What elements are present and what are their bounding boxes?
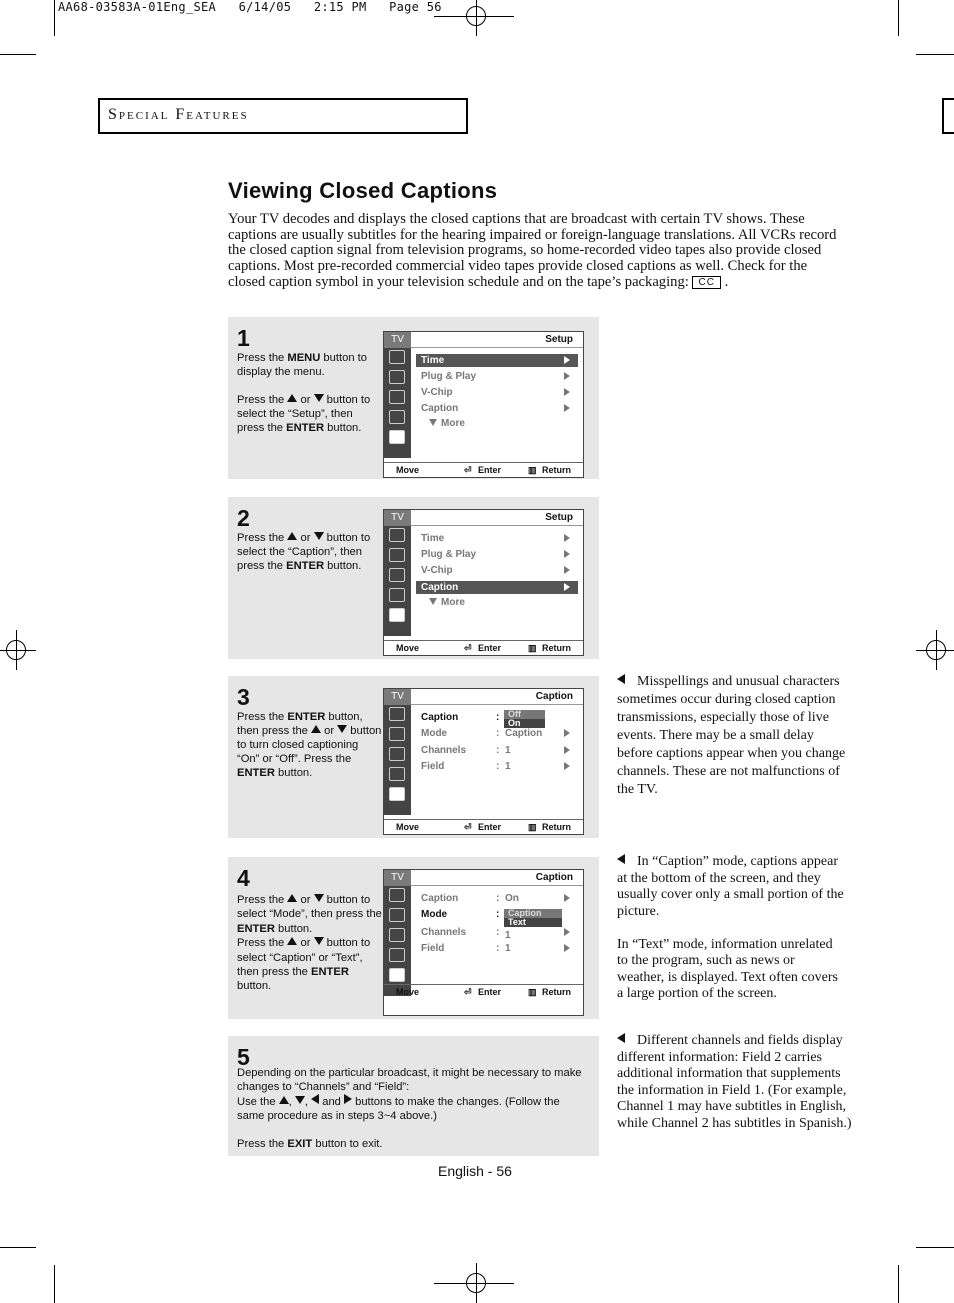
note-arrow-icon [617,854,625,864]
osd-footer: Move ⏎ Enter ▥ Return [384,819,583,835]
page-footer: English - 56 [438,1163,512,1179]
sound-icon [389,727,405,741]
step-4-panel [228,857,599,1019]
option-off: Off [504,710,545,719]
sound-icon [389,370,405,384]
osd-row-time: Time [416,354,578,367]
osd-row-plug-play: Plug & Play [416,370,578,383]
osd-row-vchip: V-Chip [416,564,578,577]
crop-mark [54,0,55,36]
osd-row-mode: Mode : Caption [416,727,578,740]
registration-mark-icon [916,630,954,670]
step-number: 4 [237,865,250,891]
step-number: 2 [237,505,250,531]
osd-row-vchip: V-Chip [416,386,578,399]
step-4-text: Press the or button to select “Mode”, then press the ENTER button. Press the or button to select “Caption” or “Text”, then press the ENTER button. [237,894,382,993]
channel-icon [389,410,405,424]
registration-mark-icon [456,1263,496,1303]
crop-mark [898,1265,899,1303]
intro-text: Your TV decodes and displays the closed captions that are broadcast with certain TV shows. These captions are usually subtitles for the hearing impaired or foreign-language translations. All VCRs record the closed caption signal from television programs, so home-recorded video tapes also provide closed captions. Most pre-recorded commercial video tapes provide closed captions as well. Check for the closed caption symbol in your television schedule and on the tape’s packaging: [228,211,837,290]
step-number: 5 [237,1044,250,1070]
note-misspellings: Misspellings and unusual characters sometimes occur during closed caption transmissions, especially those of live events. There may be a small delay before captions appear when you change channels. These are not malfunctions of the TV. [617,674,846,797]
osd-tv-label: TV [384,689,411,705]
step-2-text: Press the or button to select the “Caption”, then press the ENTER button. [237,532,371,572]
osd-title: Caption [411,689,583,705]
osd-row-channels: Channels : 1 [416,926,578,939]
osd-row-time: Time [416,532,578,545]
step-number: 1 [237,325,250,351]
picture-icon [389,350,405,364]
osd-footer: Move ⏎ Enter ▥ Return [384,462,583,478]
speaker-icon [389,568,405,582]
osd-caption-menu [383,688,584,835]
osd-row-plug-play: Plug & Play [416,548,578,561]
intro-paragraph [228,212,840,291]
thumb-tab [942,98,954,134]
osd-title: Caption [411,870,583,886]
setup-icon [389,608,405,622]
note-channels-fields: Different channels and fields display different information: Field 2 carries additional information that supplements the information in Field 1. (For example, Channel 1 may have subtitles in English, while Channel 2 has subtitles in Spanish.) [617,1033,852,1131]
speaker-icon [389,747,405,761]
option-text: Text [504,918,562,927]
sound-icon [389,908,405,922]
picture-icon [389,888,405,902]
speaker-icon [389,928,405,942]
crop-mark [916,54,954,55]
channel-icon [389,948,405,962]
osd-row-caption: Caption : [421,712,500,723]
osd-footer: Move ⏎ Enter ▥ Return [384,640,583,656]
osd-row-field: Field : 1 [416,942,578,955]
section-header: Special Features [108,106,249,123]
osd-row-caption: Caption [416,581,578,594]
registration-mark-icon [456,0,496,36]
speaker-icon [389,390,405,404]
crop-mark [898,0,899,36]
step-3-panel [228,676,599,838]
page-title: Viewing Closed Captions [228,178,498,203]
crop-mark [0,54,36,55]
crop-mark [0,1247,36,1248]
osd-caption-mode-menu [383,869,584,1016]
picture-icon [389,707,405,721]
picture-icon [389,528,405,542]
osd-tv-label: TV [384,332,411,348]
step-1-panel [228,317,599,479]
step-1-text: Press the MENU button to display the menu. Press the or button to select the “Setup”, then press the ENTER button. [237,352,371,434]
osd-row-field: Field : 1 [416,760,578,773]
osd-setup-menu [383,331,584,478]
osd-title: Setup [411,510,583,526]
setup-icon [389,787,405,801]
setup-icon [389,430,405,444]
osd-row-caption: Caption : On [416,892,578,905]
osd-tv-label: TV [384,870,411,886]
step-5-panel [228,1036,599,1156]
osd-row-mode: Mode : [421,909,500,920]
option-on: On [504,719,545,728]
channel-icon [389,588,405,602]
osd-row-caption: Caption [416,402,578,415]
osd-more: More [429,418,549,429]
intro-end: . [724,273,729,290]
print-slug: AA68-03583A-01Eng_SEA 6/14/05 2:15 PM Page 56 [58,0,442,14]
cc-symbol-icon: CC [692,276,720,289]
channel-icon [389,767,405,781]
setup-icon [389,968,405,982]
osd-row-channels: Channels : 1 [416,744,578,757]
sound-icon [389,548,405,562]
note-caption-mode: In “Caption” mode, captions appear at the bottom of the screen, and they usually cover only a small portion of the picture. In “Text” mode, information unrelated to the program, such as news or weather, is displayed. Text often covers a large portion of the screen. [617,854,844,1001]
osd-footer: Move ⏎ Enter ▥ Return [384,984,583,1000]
crop-mark [916,1247,954,1248]
note-arrow-icon [617,1033,625,1043]
osd-more: More [429,597,549,608]
registration-mark-icon [0,630,36,670]
osd-setup-menu-caption [383,509,584,656]
step-number: 3 [237,684,250,710]
crop-mark [54,1265,55,1303]
step-5-text: Depending on the particular broadcast, it might be necessary to make changes to “Channels” and “Field”: Use the , , and buttons to make the changes. (Follow the same procedure as in steps 3~4 above.) Press the EXIT button to exit. [237,1067,582,1150]
osd-title: Setup [411,332,583,348]
step-2-panel [228,497,599,659]
option-caption: Caption [504,909,562,918]
step-3-text: Press the ENTER button, then press the or button to turn closed captioning “On” or “Off”. Press the ENTER button. [237,711,382,779]
note-arrow-icon [617,674,625,684]
osd-tv-label: TV [384,510,411,526]
